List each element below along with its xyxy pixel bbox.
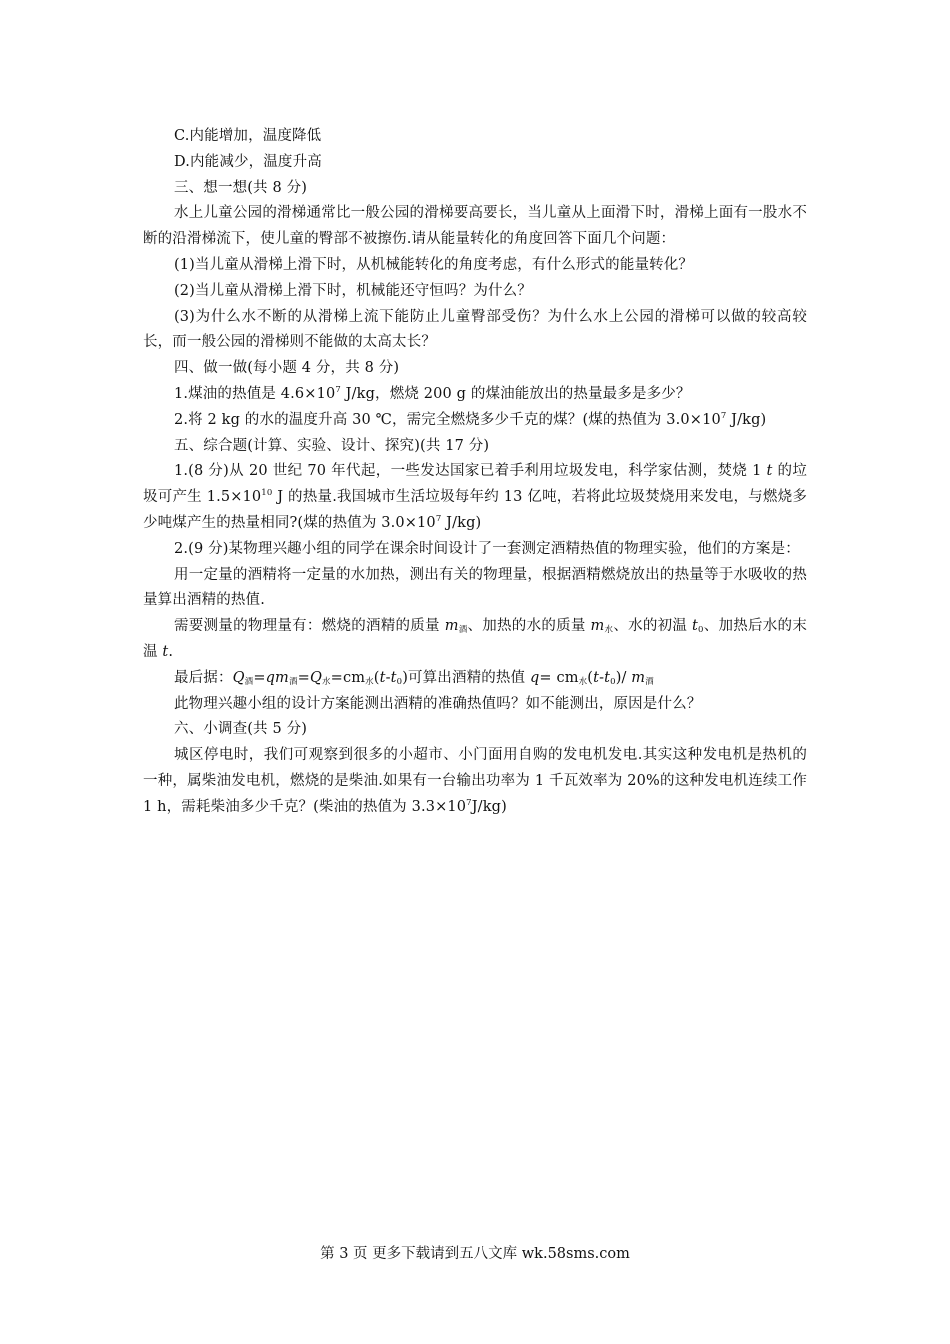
- section-5-question-2-method: 用一定量的酒精将一定量的水加热，测出有关的物理量，根据酒精燃烧放出的热量等于水吸收的热量算出酒精的热值.: [143, 566, 807, 609]
- section-5-question-2-intro: 2.(9 分)某物理兴趣小组的同学在课余时间设计了一套测定酒精热值的物理实验，他们的方案是：: [174, 540, 800, 557]
- section-5-question-2-formula: 最后据：$Q_酒=qm_酒=Q_水=cm_水(t-t_0)$可算出酒精的热值 $q= cm_水(t-t_0)/$ $m_酒$: [174, 669, 654, 687]
- section-4-heading: 四、做一做(每小题 4 分，共 8 分): [174, 360, 400, 377]
- section-5-question-1: 1.(8 分)从 20 世纪 70 年代起，一些发达国家已着手利用垃圾发电，科学家估测，焚烧 1 t 的垃圾可产生 $1.5\times 10^{10}$ J 的热量.我国城市生活垃圾每年约 13 亿吨，若将此垃圾焚烧用来发电，与燃烧多少吨煤产生的热量相同?(煤的热值为 $3.0\times 10^7$ J/kg): [143, 463, 807, 531]
- section-3-question-1: (1)当儿童从滑梯上滑下时，从机械能转化的角度考虑，有什么形式的能量转化？: [174, 256, 694, 273]
- section-4-question-1: 1.煤油的热值是 $4.6\times 10^7$ J/kg，燃烧 200 g 的煤油能放出的热量最多是多少？: [174, 384, 691, 402]
- page-content: [143, 124, 807, 821]
- option-d: D.内能减少，温度升高: [174, 153, 322, 170]
- section-5-heading: 五、综合题(计算、实验、设计、探究)(共 17 分): [174, 437, 490, 454]
- section-3-question-2: (2)当儿童从滑梯上滑下时，机械能还守恒吗？为什么？: [174, 282, 532, 299]
- section-6-text: 城区停电时，我们可观察到很多的小超市、小门面用自购的发电机发电.其实这种发电机是热机的一种，属柴油发电机，燃烧的是柴油.如果有一台输出功率为 1 千瓦效率为 20%的这种发电机连续工作 1 h，需耗柴油多少千克？(柴油的热值为 $3.3\times 10^7J/kg$): [143, 747, 807, 815]
- section-3-question-3: (3)为什么水不断的从滑梯上流下能防止儿童臀部受伤？为什么水上公园的滑梯可以做的较高较长，而一般公园的滑梯则不能做的太高太长？: [143, 308, 807, 351]
- section-5-question-2-measurements: 需要测量的物理量有：燃烧的酒精的质量 $m_酒$、加热的水的质量 $m_水$、水的初温 $t_0$、加热后水的末温 t.: [143, 618, 807, 660]
- section-3-intro: 水上儿童公园的滑梯通常比一般公园的滑梯要高要长，当儿童从上面滑下时，滑梯上面有一股水不断的沿滑梯流下，使儿童的臀部不被擦伤.请从能量转化的角度回答下面几个问题：: [143, 205, 807, 248]
- option-c: C.内能增加，温度降低: [174, 128, 322, 144]
- section-4-question-2: 2.将 2 kg 的水的温度升高 30 ℃，需完全燃烧多少千克的煤？(煤的热值为 $3.0\times 10^7$ J/kg): [174, 410, 767, 428]
- page-footer: 第 3 页 更多下载请到五八文库 wk.58sms.com: [320, 1246, 630, 1262]
- section-5-question-2-question: 此物理兴趣小组的设计方案能测出酒精的准确热值吗？如不能测出，原因是什么？: [174, 695, 702, 712]
- section-3-heading: 三、想一想(共 8 分): [174, 179, 308, 196]
- section-6-heading: 六、小调查(共 5 分): [174, 721, 308, 738]
